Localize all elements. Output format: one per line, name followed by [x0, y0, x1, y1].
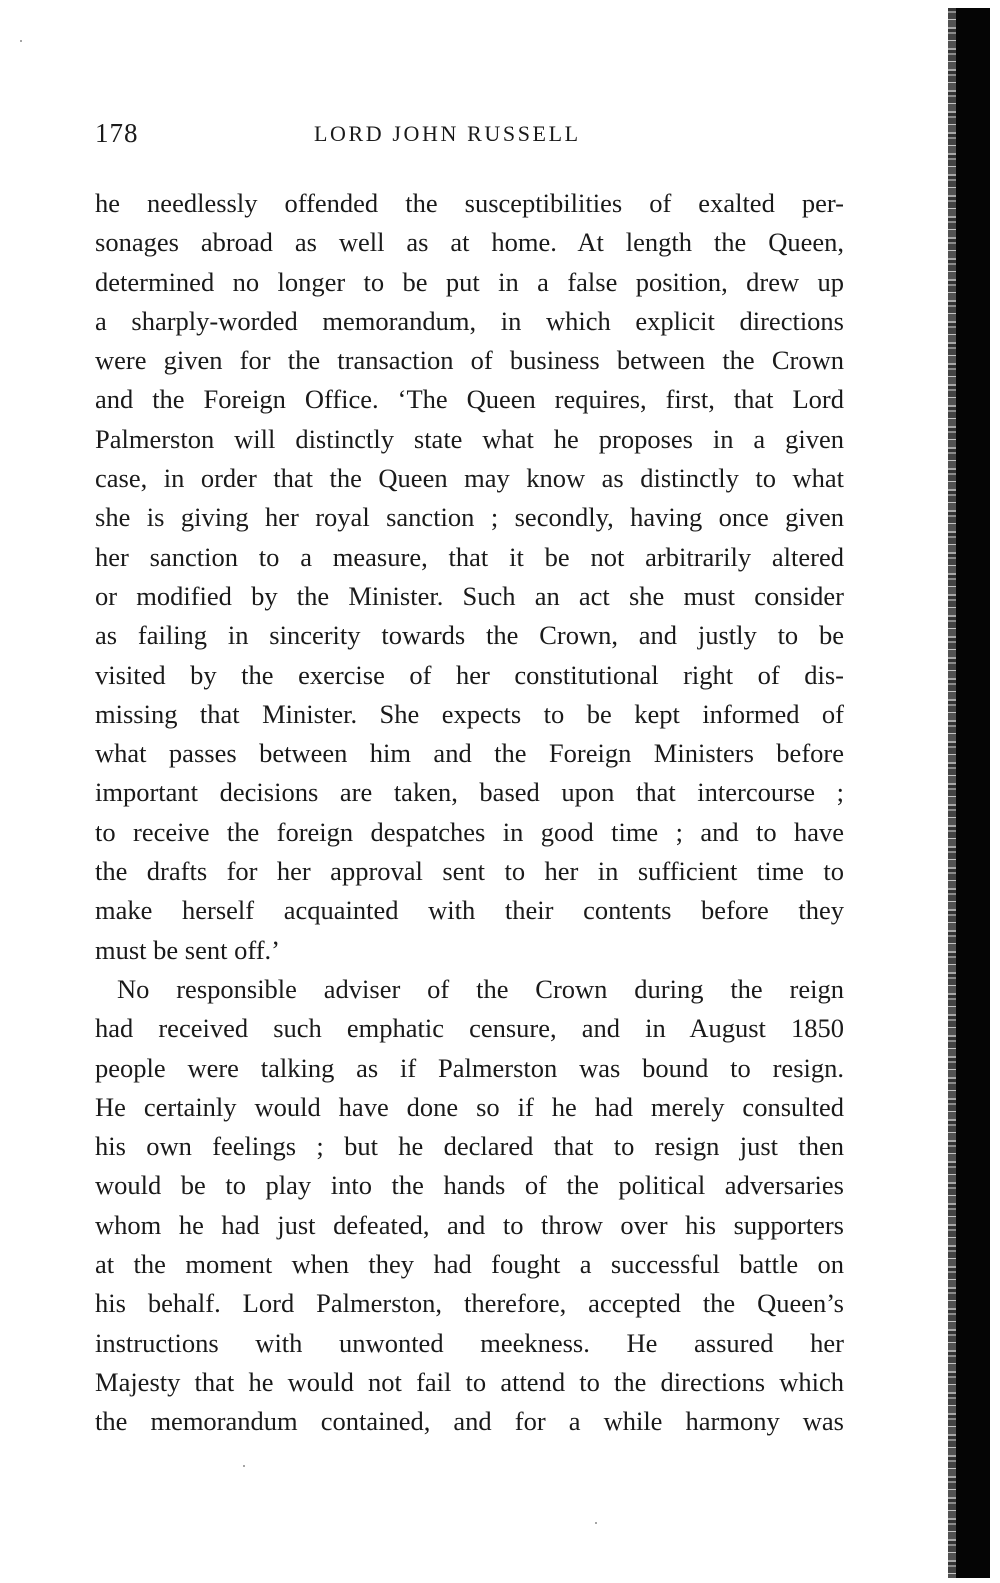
scan-speck	[20, 40, 22, 42]
text-line: were given for the transaction of business between the Crown	[95, 345, 844, 376]
text-line: sonages abroad as well as at home. At length the Queen,	[95, 227, 844, 258]
text-line: at the moment when they had fought a successful battle on	[95, 1249, 844, 1280]
text-line: instructions with unwonted meekness. He assured her	[95, 1327, 844, 1358]
text-line: he needlessly offended the susceptibilities of exalted per-	[95, 188, 844, 218]
paragraph-end-line: must be sent off.’	[95, 934, 280, 965]
text-line: had received such emphatic censure, and in August 1850	[95, 1013, 844, 1044]
text-line: or modified by the Minister. Such an act she must consider	[95, 580, 844, 611]
text-line: people were talking as if Palmerston was bound to resign.	[95, 1052, 844, 1083]
text-line: his behalf. Lord Palmerston, therefore, accepted the Queen’s	[95, 1288, 844, 1319]
binding-edge	[956, 8, 990, 1578]
text-line: case, in order that the Queen may know as distinctly to what	[95, 463, 844, 494]
body-text	[95, 184, 844, 1442]
running-title: LORD JOHN RUSSELL	[314, 121, 581, 146]
text-line: she is giving her royal sanction ; secondly, having once given	[95, 502, 844, 533]
text-line: whom he had just defeated, and to throw over his supporters	[95, 1209, 844, 1240]
page-number: 178	[95, 118, 139, 148]
text-line: would be to play into the hands of the political adversaries	[95, 1170, 844, 1201]
text-line: what passes between him and the Foreign Ministers before	[95, 738, 844, 769]
text-line: the drafts for her approval sent to her in sufficient time to	[95, 856, 844, 887]
scan-speck	[243, 1465, 245, 1467]
text-line: as failing in sincerity towards the Crown, and justly to be	[95, 620, 844, 651]
text-line: visited by the exercise of her constitutional right of dis-	[95, 659, 844, 690]
text-line: determined no longer to be put in a false position, drew up	[95, 266, 844, 297]
text-line: to receive the foreign despatches in good time ; and to have	[95, 816, 844, 847]
text-line: the memorandum contained, and for a while harmony was	[95, 1406, 844, 1437]
running-head	[95, 116, 845, 150]
text-line: a sharply-worded memorandum, in which explicit directions	[95, 305, 844, 336]
text-line: He certainly would have done so if he had merely consulted	[95, 1091, 844, 1122]
paragraph-start-line: No responsible adviser of the Crown during the reign	[117, 973, 844, 1004]
text-line: her sanction to a measure, that it be not arbitrarily altered	[95, 541, 844, 572]
text-line: and the Foreign Office. ‘The Queen requires, first, that Lord	[95, 384, 844, 415]
text-line: make herself acquainted with their contents before they	[95, 895, 844, 926]
text-line: Palmerston will distinctly state what he proposes in a given	[95, 423, 844, 454]
text-line: important decisions are taken, based upon that intercourse ;	[95, 777, 844, 808]
text-line: missing that Minister. She expects to be kept informed of	[95, 698, 844, 729]
text-line: his own feelings ; but he declared that to resign just then	[95, 1131, 844, 1162]
text-line: Majesty that he would not fail to attend to the directions which	[95, 1366, 844, 1397]
scan-speck	[595, 1522, 597, 1524]
